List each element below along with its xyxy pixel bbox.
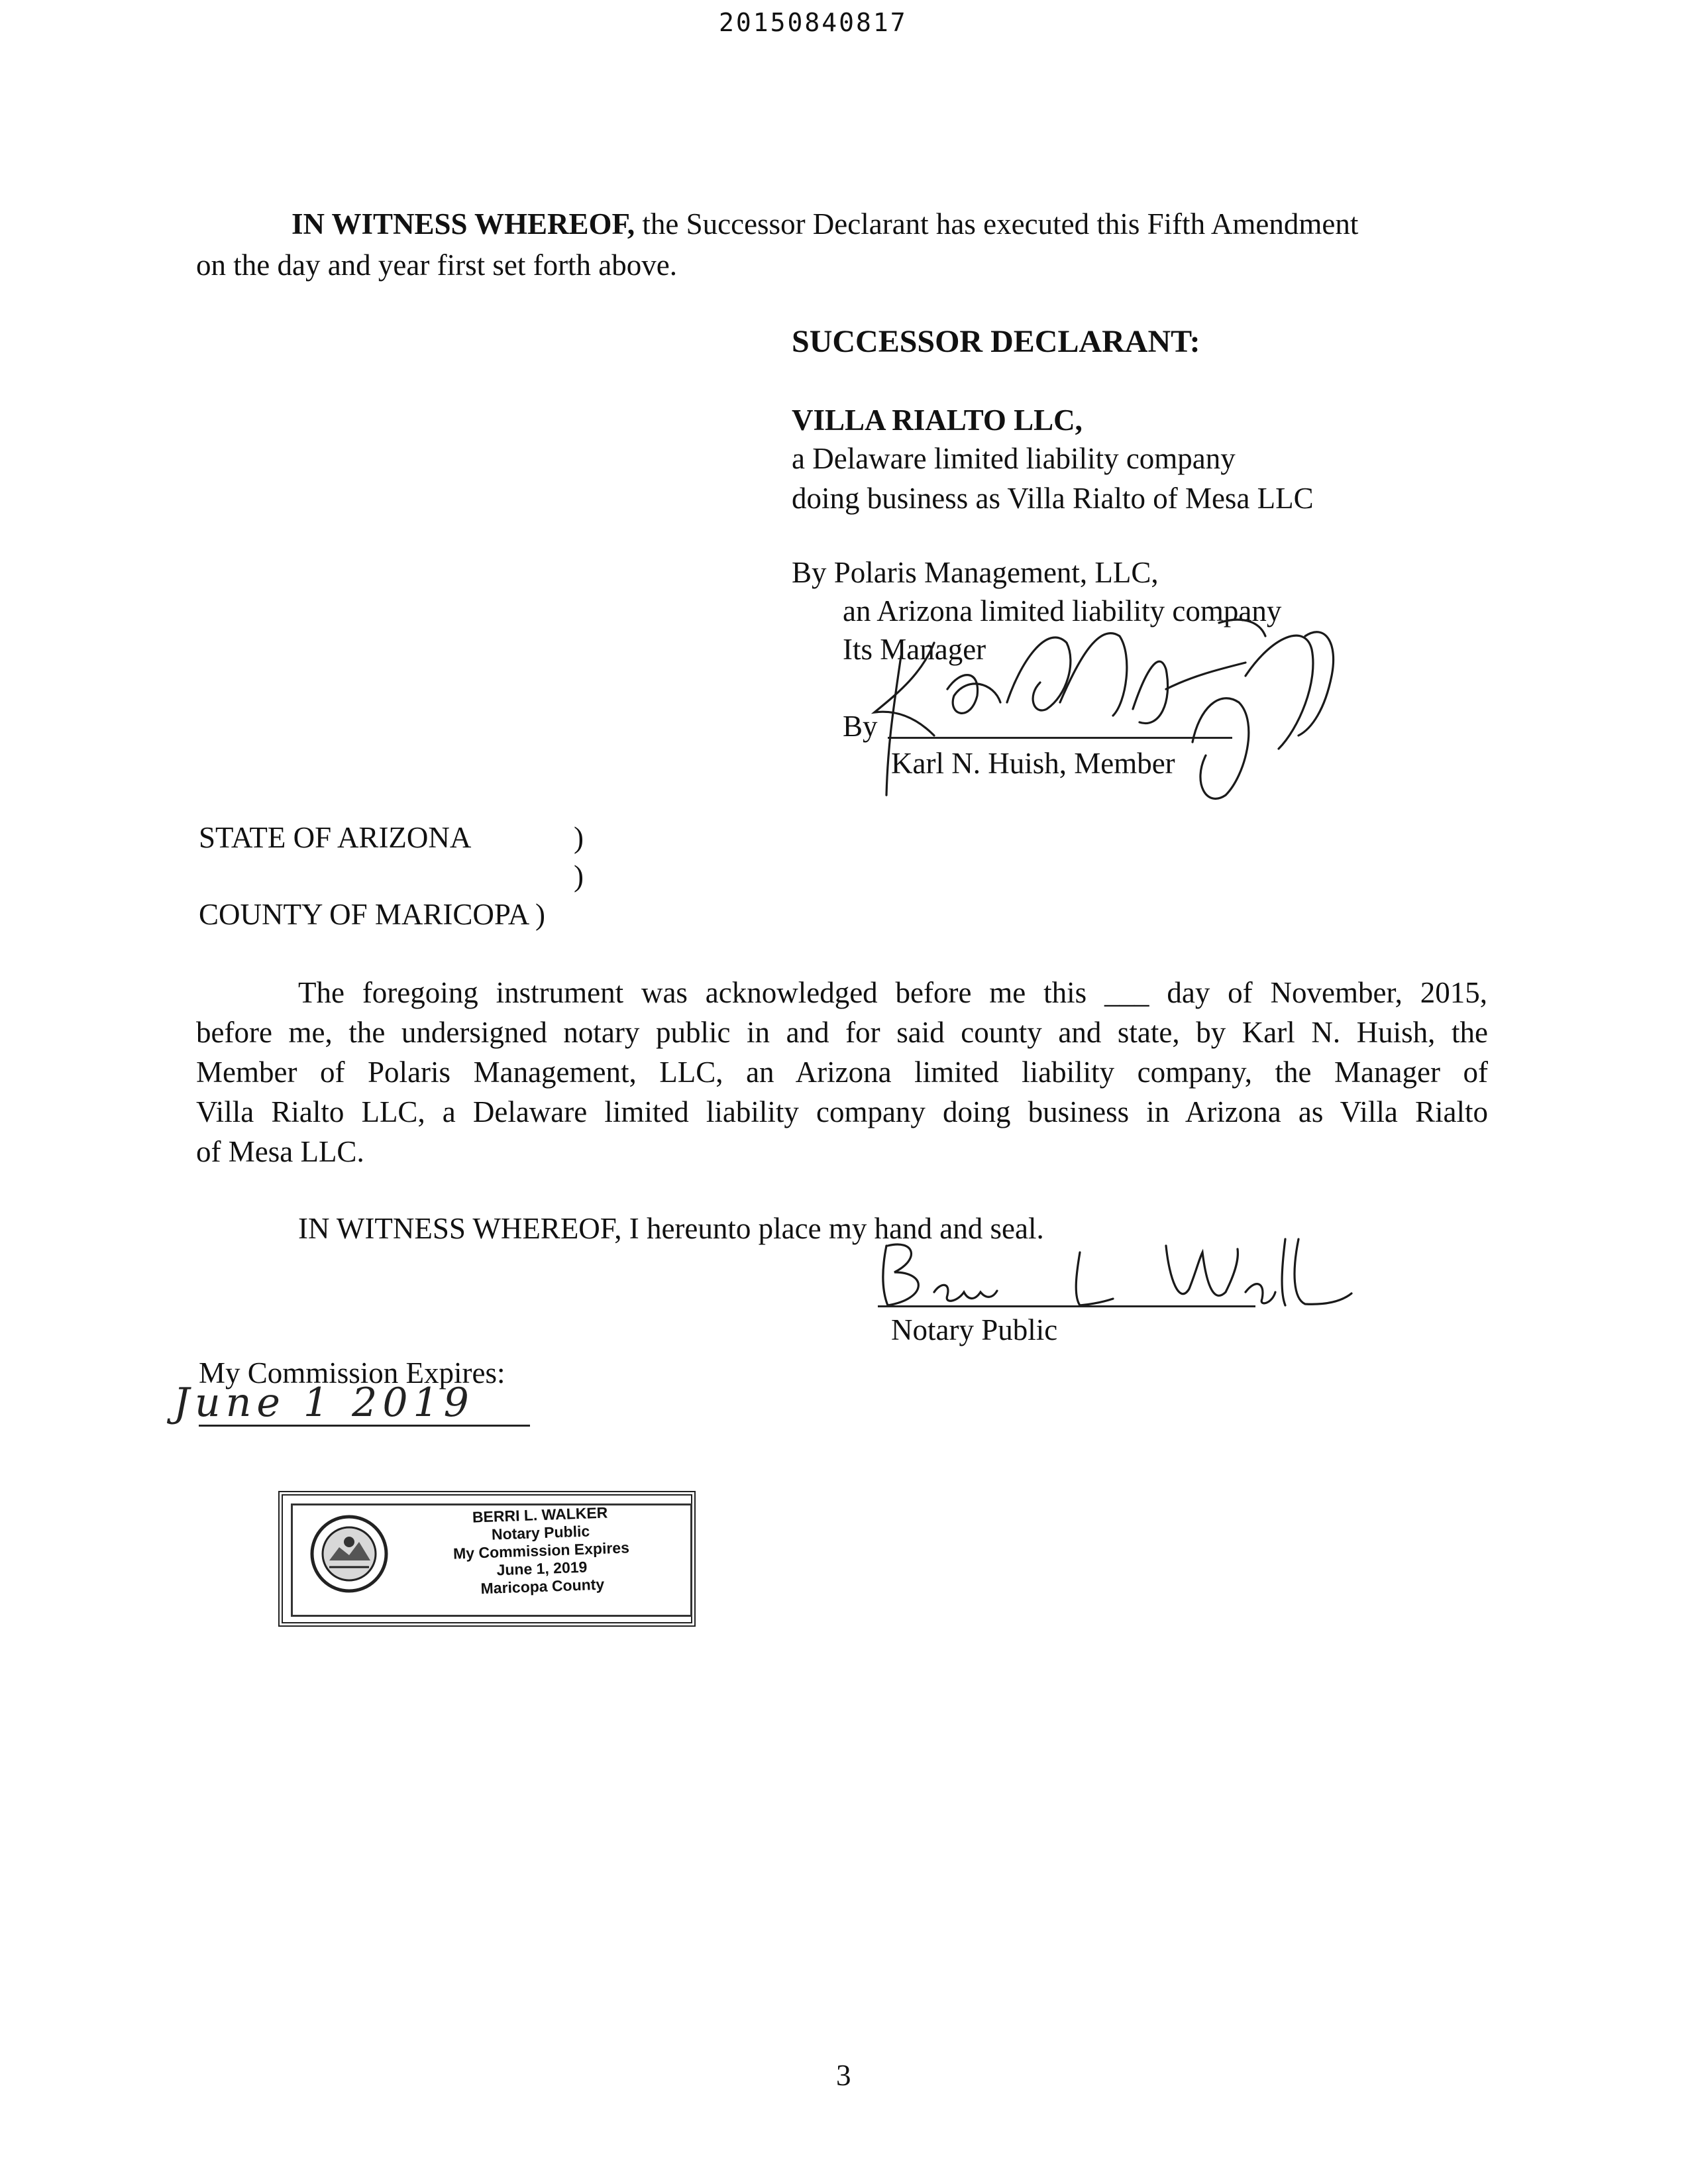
witness-clause-text: the Successor Declarant has executed this Fifth Amendment — [642, 207, 1359, 241]
stamp-commission: My Commission Expires — [452, 1539, 630, 1562]
venue-paren-2: ) — [574, 859, 584, 893]
entity-description: a Delaware limited liability company — [792, 442, 1236, 475]
stamp-county: Maricopa County — [480, 1575, 605, 1598]
acknowledgment-line-3: Member of Polaris Management, LLC, an Arizona limited liability company, the Manager of — [196, 1056, 1488, 1089]
venue-county — [199, 893, 545, 936]
notary-signature-line — [878, 1305, 1255, 1307]
stamp-name: BERRI L. WALKER — [472, 1503, 608, 1526]
signer-name: Karl N. Huish, Member — [891, 747, 1175, 780]
page-number: 3 — [836, 2059, 851, 2092]
commission-line — [199, 1425, 530, 1427]
venue-county-label: COUNTY OF MARICOPA — [199, 898, 528, 931]
signer-signature — [848, 596, 1352, 835]
acknowledgment-line-4: Villa Rialto LLC, a Delaware limited liability company doing business in Arizona as Villa Rialto — [196, 1095, 1488, 1128]
notary-public-label: Notary Public — [891, 1313, 1058, 1346]
acknowledgment-line-5: of Mesa LLC. — [196, 1135, 364, 1168]
acknowledgment-line-2: before me, the undersigned notary public in and for said county and state, by Karl N. Huish, the — [196, 1016, 1488, 1049]
manager-description: an Arizona limited liability company — [843, 594, 1282, 628]
notary-witness-clause: IN WITNESS WHEREOF, I hereunto place my hand and seal. — [298, 1212, 1044, 1245]
witness-clause-lead: IN WITNESS WHEREOF, — [292, 207, 635, 241]
state-seal-icon — [309, 1514, 389, 1594]
signature-block-heading: SUCCESSOR DECLARANT: — [792, 324, 1200, 359]
by-label: By — [843, 710, 878, 743]
commission-expires-label: My Commission Expires: — [199, 1356, 505, 1390]
entity-name: VILLA RIALTO LLC, — [792, 404, 1083, 437]
by-manager-line: By Polaris Management, LLC, — [792, 556, 1159, 589]
stamp-title: Notary Public — [491, 1522, 590, 1543]
notary-stamp-text — [447, 1503, 636, 1599]
venue-paren-3: ) — [535, 898, 546, 931]
notary-stamp — [278, 1491, 696, 1627]
venue-paren-1: ) — [574, 821, 584, 854]
document-number: 20150840817 — [719, 8, 908, 37]
commission-expires-handwritten: June 1 2019 — [174, 1380, 474, 1426]
acknowledgment-line-1: The foregoing instrument was acknowledged before me this ___ day of November, 2015, — [298, 976, 1487, 1009]
witness-clause-line1 — [292, 203, 1358, 245]
venue-state: STATE OF ARIZONA — [199, 821, 472, 854]
entity-dba: doing business as Villa Rialto of Mesa LLC — [792, 482, 1314, 515]
witness-clause-line2: on the day and year first set forth above. — [196, 248, 677, 282]
stamp-date: June 1, 2019 — [496, 1558, 588, 1579]
manager-role: Its Manager — [843, 633, 986, 666]
